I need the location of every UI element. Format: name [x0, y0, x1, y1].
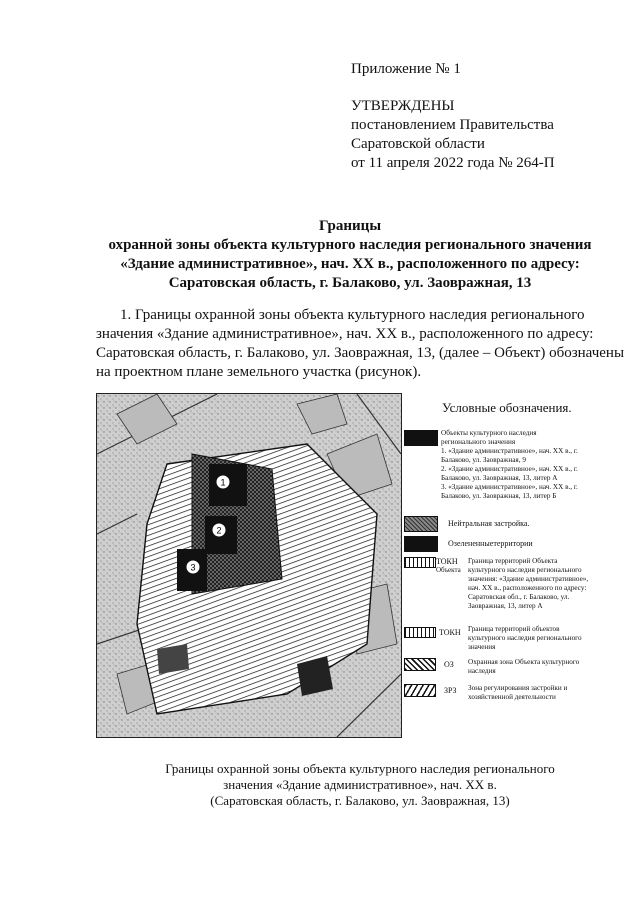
legend-text-line: Граница территорий объектов: [468, 625, 560, 633]
legend-code: ОЗ: [444, 660, 454, 669]
legend-swatch-black: [404, 536, 438, 552]
legend-text-line: Балаково, ул. Заовражная, 13, литер А: [441, 474, 558, 482]
legend-code-prefix: Объекта: [436, 566, 461, 574]
caption-line-1: Границы охранной зоны объекта культурного наследия регионального: [165, 761, 555, 776]
approved-heading: УТВЕРЖДЕНЫ: [351, 98, 455, 114]
title-line-3: «Здание административное», нач. XX в., расположенного по адресу:: [120, 256, 580, 272]
approval-line-1: постановлением Правительства: [351, 117, 554, 133]
legend-item-text: [468, 625, 582, 652]
legend-text-line: культурного наследия регионального: [468, 566, 582, 574]
paragraph-line-4: на проектном плане земельного участка (рисунок).: [96, 364, 422, 380]
legend-text-line: Охранная зона Объекта культурного: [468, 658, 580, 666]
legend-text-line: значения: «Здание административное»,: [468, 575, 589, 583]
caption-line-2: значения «Здание административное», нач. XX в.: [223, 777, 497, 792]
legend-item-text: [441, 429, 578, 501]
title-line-2: охранной зоны объекта культурного наследия регионального значения: [108, 237, 592, 253]
caption-line-3: (Саратовская область, г. Балаково, ул. Заовражная, 13): [210, 793, 510, 808]
object-marker-3: 3: [190, 562, 196, 573]
legend-swatch-gray: [404, 516, 438, 532]
legend-code: ТОКН: [439, 628, 461, 637]
legend-text-line: Балаково, ул. Заовражная, 13, литер Б: [441, 492, 557, 500]
legend-item-text: Нейтральная застройка.: [448, 519, 530, 528]
paragraph-line-3: Саратовская область, г. Балаково, ул. Заовражная, 13, (далее – Объект) обозначены: [96, 345, 625, 361]
legend-text-line: регионального значения: [441, 438, 516, 446]
body-paragraph: [96, 306, 625, 382]
legend-text-line: Зона регулирования застройки и: [468, 684, 568, 692]
legend-swatch-black: [404, 430, 438, 446]
approval-block: [351, 60, 555, 173]
legend-text-line: Саратовская обл., г. Балаково, ул.: [468, 593, 570, 601]
legend-title: Условные обозначения.: [442, 400, 572, 415]
approval-line-2: Саратовской области: [351, 136, 485, 152]
legend-item-text: [468, 684, 567, 702]
title-line-1: Границы: [318, 218, 382, 234]
site-plan-drawing: [97, 394, 401, 737]
legend-swatch-hatch: [404, 557, 436, 568]
legend-text-line: культурного наследия регионального: [468, 634, 582, 642]
title-line-4: Саратовская область, г. Балаково, ул. Заовражная, 13: [168, 275, 532, 291]
legend-text-line: Заовражная, 13, литер А: [468, 602, 543, 610]
legend-text-line: Балаково, ул. Заовражная, 9: [441, 456, 526, 464]
legend-text-line: Граница территорий Объекта: [468, 557, 558, 565]
legend-text-line: значения: [468, 643, 496, 651]
legend-swatch-hatch: [404, 627, 436, 638]
legend-text-line: 2. «Здание административное», нач. XX в., г.: [441, 465, 578, 473]
legend-text-line: Объекты культурного наследия: [441, 429, 537, 437]
paragraph-line-2: значения «Здание административное», нач. XX в., расположенного по адресу:: [96, 326, 594, 342]
figure-caption: [80, 761, 640, 809]
appendix-number: Приложение № 1: [351, 61, 461, 77]
legend-text-line: нач. XX в., расположенного по адресу:: [468, 584, 587, 592]
legend-item-text: [468, 658, 579, 676]
legend-text-line: наследия: [468, 667, 496, 675]
legend-text-line: 1. «Здание административное», нач. XX в., г.: [441, 447, 578, 455]
object-marker-2: 2: [216, 525, 222, 536]
legend-swatch-diagonal: [404, 684, 436, 697]
object-marker-1: 1: [220, 477, 226, 488]
legend-text-line: 3. «Здание административное», нач. XX в., г.: [441, 483, 578, 491]
legend-code: ТОКН: [436, 557, 458, 566]
legend-item-text: Озелененныетерритории: [448, 539, 533, 548]
site-plan-map: [96, 393, 402, 738]
document-title: [60, 217, 640, 293]
legend-text-line: хозяйственной деятельности: [468, 693, 556, 701]
legend-item-text: [468, 557, 588, 611]
legend-swatch-crosshatch: [404, 658, 436, 671]
approval-line-3: от 11 апреля 2022 года № 264-П: [351, 155, 555, 171]
paragraph-line-1: 1. Границы охранной зоны объекта культурного наследия регионального: [120, 307, 585, 323]
legend-code: ЗРЗ: [444, 686, 457, 695]
map-legend: [404, 400, 600, 701]
